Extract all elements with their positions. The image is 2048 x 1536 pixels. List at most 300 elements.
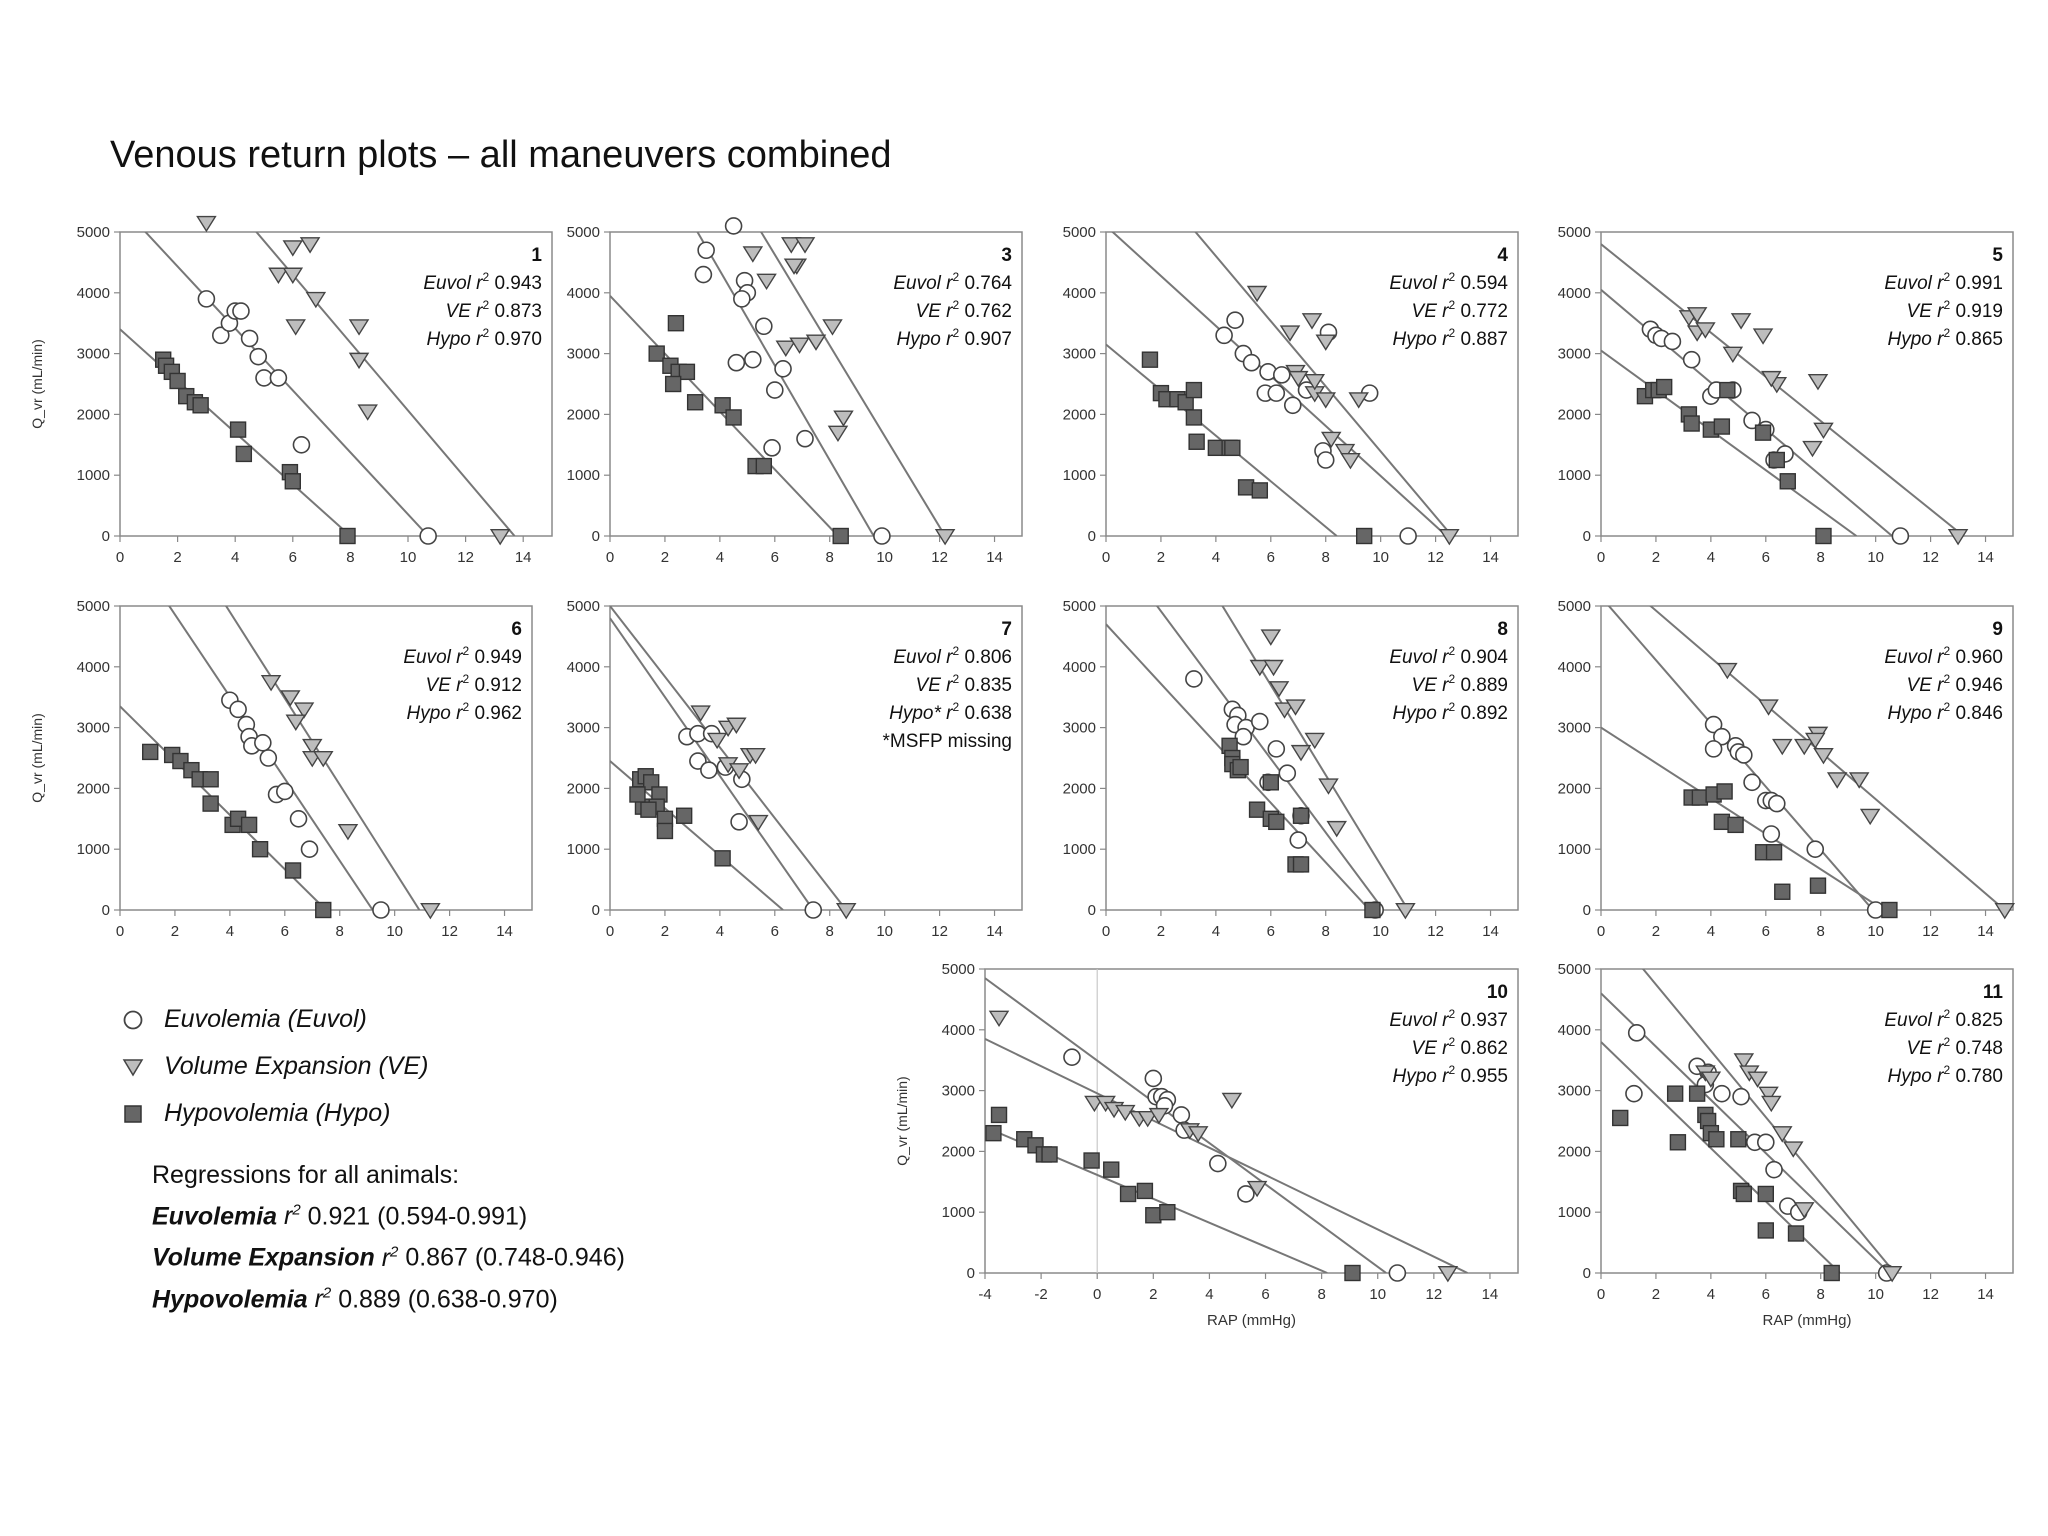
r2-annotation: Hypo* $r^2$ 0.638 bbox=[889, 700, 1012, 724]
data-point-euvol bbox=[1238, 1186, 1254, 1202]
panel-number: 11 bbox=[1982, 982, 2003, 1003]
data-point-euvol bbox=[728, 355, 744, 371]
x-tick-label: 2 bbox=[1651, 549, 1661, 566]
x-tick-label: 6 bbox=[1266, 923, 1275, 940]
data-point-euvol bbox=[1268, 741, 1284, 757]
data-point-hypo bbox=[688, 395, 703, 410]
chart-panel-8 bbox=[1063, 582, 1518, 940]
r2-annotation: VE $r^2$ 0.862 bbox=[1411, 1035, 1508, 1059]
data-point-ve bbox=[1718, 664, 1736, 678]
data-point-euvol bbox=[695, 267, 711, 283]
x-tick-label: 6 bbox=[1261, 1286, 1270, 1303]
summary-row-value: 0.921 (0.594-0.991) bbox=[307, 1202, 528, 1231]
x-tick-label: 6 bbox=[1266, 549, 1275, 566]
data-point-euvol bbox=[1227, 312, 1243, 328]
data-point-ve bbox=[1773, 740, 1791, 754]
r2-annotation: Hypo $r^2$ 0.907 bbox=[896, 326, 1012, 350]
data-point-ve bbox=[197, 217, 215, 231]
chart-panel-11 bbox=[1558, 945, 2013, 1329]
x-tick-label: 10 bbox=[1867, 1286, 1885, 1303]
panel-number: 7 bbox=[1001, 619, 1012, 640]
y-tick-label: 1000 bbox=[941, 1204, 975, 1222]
x-tick-label: 8 bbox=[346, 549, 355, 566]
x-tick-label: 2 bbox=[1651, 1286, 1661, 1303]
y-tick-label: 5000 bbox=[76, 224, 110, 241]
data-point-euvol bbox=[1389, 1265, 1405, 1281]
x-tick-label: 14 bbox=[1482, 923, 1499, 940]
y-axis-label: Q_vr (mL/min) bbox=[29, 713, 45, 803]
circle-marker-icon bbox=[118, 1005, 148, 1035]
x-tick-label: 6 bbox=[770, 923, 779, 940]
data-point-ve bbox=[1440, 530, 1458, 544]
y-tick-label: 0 bbox=[1087, 528, 1096, 545]
y-tick-label: 2000 bbox=[1557, 780, 1591, 798]
data-point-euvol bbox=[1807, 841, 1823, 857]
summary-row-name: Hypovolemia bbox=[152, 1284, 308, 1313]
data-point-ve bbox=[1749, 1072, 1767, 1086]
x-tick-label: 10 bbox=[876, 549, 894, 566]
data-point-euvol bbox=[1210, 1156, 1226, 1172]
x-tick-label: 8 bbox=[1321, 549, 1330, 566]
data-point-ve bbox=[1754, 329, 1772, 343]
chart-panel-10 bbox=[894, 961, 1518, 1329]
y-tick-label: 1000 bbox=[566, 467, 600, 485]
y-tick-label: 2000 bbox=[76, 406, 110, 424]
data-point-euvol bbox=[1186, 671, 1202, 687]
y-tick-label: 5000 bbox=[1557, 961, 1591, 978]
data-point-hypo bbox=[1709, 1132, 1724, 1147]
x-tick-label: 8 bbox=[1317, 1286, 1326, 1303]
x-tick-label: 14 bbox=[1977, 549, 1994, 566]
x-tick-label: 2 bbox=[1149, 1286, 1158, 1303]
y-tick-label: 4000 bbox=[1557, 1021, 1591, 1039]
data-point-euvol bbox=[1318, 452, 1334, 468]
y-tick-label: 3000 bbox=[76, 345, 110, 363]
data-point-hypo bbox=[1250, 802, 1265, 817]
data-point-ve bbox=[1784, 1142, 1802, 1156]
r2-annotation: Hypo $r^2$ 0.970 bbox=[426, 326, 542, 350]
data-point-ve bbox=[990, 1011, 1008, 1025]
y-tick-label: 2000 bbox=[76, 780, 110, 798]
y-tick-label: 0 bbox=[1087, 902, 1096, 919]
data-point-ve bbox=[796, 238, 814, 252]
summary-row-value: 0.889 (0.638-0.970) bbox=[338, 1284, 558, 1313]
y-tick-label: 4000 bbox=[1557, 658, 1591, 676]
r2-annotation: Hypo $r^2$ 0.955 bbox=[1392, 1063, 1508, 1087]
data-point-euvol bbox=[270, 370, 286, 386]
data-point-ve bbox=[823, 320, 841, 334]
data-point-hypo bbox=[242, 817, 257, 832]
panel-number: 8 bbox=[1497, 619, 1508, 640]
y-tick-label: 0 bbox=[591, 902, 600, 919]
data-point-hypo bbox=[253, 842, 268, 857]
r2-annotation: Euvol $r^2$ 0.960 bbox=[1884, 644, 2003, 668]
y-tick-label: 1000 bbox=[1557, 467, 1591, 485]
y-tick-label: 3000 bbox=[566, 719, 600, 737]
data-point-ve bbox=[307, 293, 325, 307]
x-tick-label: 12 bbox=[1427, 923, 1444, 940]
data-point-euvol bbox=[1252, 714, 1268, 730]
data-point-hypo bbox=[649, 346, 664, 361]
data-point-hypo bbox=[1720, 383, 1735, 398]
data-point-euvol bbox=[1763, 826, 1779, 842]
r2-annotation: Euvol $r^2$ 0.806 bbox=[893, 644, 1012, 668]
data-point-ve bbox=[834, 411, 852, 425]
data-point-hypo bbox=[1269, 814, 1284, 829]
data-point-euvol bbox=[1758, 1134, 1774, 1150]
x-tick-label: 8 bbox=[1816, 1286, 1825, 1303]
data-point-hypo bbox=[1042, 1147, 1057, 1162]
x-tick-label: 10 bbox=[399, 549, 417, 566]
data-point-euvol bbox=[373, 902, 389, 918]
data-point-hypo bbox=[1233, 760, 1248, 775]
data-point-hypo bbox=[1084, 1153, 1099, 1168]
data-point-euvol bbox=[277, 783, 293, 799]
y-tick-label: 3000 bbox=[76, 719, 110, 737]
y-tick-label: 5000 bbox=[941, 961, 975, 978]
y-tick-label: 5000 bbox=[1557, 598, 1591, 615]
data-point-hypo bbox=[1239, 480, 1254, 495]
panel-number: 5 bbox=[1992, 245, 2003, 266]
data-point-euvol bbox=[1290, 832, 1306, 848]
x-tick-label: 12 bbox=[1922, 923, 1939, 940]
data-point-ve bbox=[1861, 809, 1879, 823]
y-tick-label: 3000 bbox=[1557, 1082, 1591, 1100]
legend-label-euvol: Euvolemia (Euvol) bbox=[164, 1005, 367, 1033]
data-point-hypo bbox=[170, 373, 185, 388]
x-tick-label: 10 bbox=[876, 923, 894, 940]
y-tick-label: 5000 bbox=[566, 224, 600, 241]
y-tick-label: 3000 bbox=[1557, 345, 1591, 363]
data-point-euvol bbox=[1714, 1086, 1730, 1102]
x-tick-label: 6 bbox=[1761, 923, 1770, 940]
data-point-hypo bbox=[1294, 808, 1309, 823]
data-point-euvol bbox=[734, 291, 750, 307]
y-tick-label: 1000 bbox=[76, 841, 110, 859]
x-tick-label: 14 bbox=[1977, 923, 1994, 940]
x-tick-label: 8 bbox=[1816, 549, 1825, 566]
y-tick-label: 1000 bbox=[566, 841, 600, 859]
r2-annotation: VE $r^2$ 0.946 bbox=[1906, 672, 2003, 696]
data-point-hypo bbox=[1186, 410, 1201, 425]
r2-annotation: Euvol $r^2$ 0.991 bbox=[1884, 270, 2003, 294]
x-tick-label: 0 bbox=[1101, 549, 1111, 566]
chart-panel-1 bbox=[29, 211, 552, 566]
data-point-euvol bbox=[1216, 327, 1232, 343]
x-tick-label: 0 bbox=[1093, 1286, 1102, 1303]
data-point-hypo bbox=[1756, 425, 1771, 440]
summary-row-volume-expansion bbox=[152, 1234, 625, 1275]
data-point-euvol bbox=[420, 528, 436, 544]
data-point-euvol bbox=[1173, 1107, 1189, 1123]
x-tick-label: 4 bbox=[1706, 549, 1716, 566]
x-tick-label: -2 bbox=[1034, 1286, 1048, 1303]
square-marker-icon bbox=[118, 1099, 148, 1129]
data-point-euvol bbox=[233, 303, 249, 319]
y-tick-label: 0 bbox=[101, 528, 110, 545]
x-tick-label: 8 bbox=[825, 923, 834, 940]
r-symbol: r bbox=[381, 1243, 391, 1272]
y-tick-label: 4000 bbox=[76, 658, 110, 676]
data-point-hypo bbox=[231, 422, 246, 437]
x-tick-label: 2 bbox=[1156, 923, 1166, 940]
x-tick-label: 0 bbox=[1596, 1286, 1606, 1303]
x-tick-label: 0 bbox=[605, 549, 615, 566]
x-tick-label: 14 bbox=[514, 549, 532, 566]
x-tick-label: 4 bbox=[715, 549, 725, 566]
data-point-hypo bbox=[1345, 1266, 1360, 1281]
summary-row-value: 0.867 (0.748-0.946) bbox=[405, 1243, 625, 1272]
data-point-hypo bbox=[1816, 529, 1831, 544]
data-point-ve bbox=[287, 320, 305, 334]
x-tick-label: 6 bbox=[288, 549, 297, 566]
data-point-hypo bbox=[1670, 1135, 1685, 1150]
data-point-ve bbox=[1828, 773, 1846, 787]
y-tick-label: 0 bbox=[1582, 528, 1591, 545]
data-point-ve bbox=[1223, 1093, 1241, 1107]
data-point-hypo bbox=[1714, 419, 1729, 434]
r2-annotation: VE $r^2$ 0.772 bbox=[1411, 298, 1508, 322]
data-point-ve bbox=[1762, 1096, 1780, 1110]
x-tick-label: 2 bbox=[660, 549, 670, 566]
data-point-ve bbox=[1317, 393, 1335, 407]
y-tick-label: 2000 bbox=[1557, 406, 1591, 424]
y-tick-label: 4000 bbox=[1557, 284, 1591, 302]
data-point-euvol bbox=[1706, 741, 1722, 757]
data-point-euvol bbox=[775, 361, 791, 377]
data-point-euvol bbox=[1064, 1049, 1080, 1065]
data-point-euvol bbox=[767, 382, 783, 398]
y-tick-label: 4000 bbox=[76, 284, 110, 302]
data-point-euvol bbox=[1285, 397, 1301, 413]
y-tick-label: 1000 bbox=[1062, 467, 1096, 485]
x-axis-label: RAP (mmHg) bbox=[1207, 1312, 1296, 1329]
y-tick-label: 0 bbox=[1582, 1265, 1591, 1282]
data-point-euvol bbox=[291, 811, 307, 827]
data-point-ve bbox=[1732, 314, 1750, 328]
x-tick-label: 12 bbox=[1922, 1286, 1939, 1303]
data-point-hypo bbox=[1736, 1186, 1751, 1201]
x-tick-label: 2 bbox=[170, 923, 180, 940]
r-superscript: 2 bbox=[390, 1243, 399, 1261]
data-point-hypo bbox=[143, 744, 158, 759]
y-axis-label: Q_vr (mL/min) bbox=[29, 339, 45, 429]
x-tick-label: -4 bbox=[978, 1286, 992, 1303]
data-point-ve bbox=[829, 426, 847, 440]
data-point-hypo bbox=[1810, 878, 1825, 893]
r2-annotation: Hypo $r^2$ 0.846 bbox=[1887, 700, 2003, 724]
x-tick-label: 0 bbox=[115, 549, 125, 566]
x-tick-label: 4 bbox=[1205, 1286, 1214, 1303]
panel-number: 3 bbox=[1001, 245, 1012, 266]
data-point-hypo bbox=[1104, 1162, 1119, 1177]
data-point-hypo bbox=[1121, 1186, 1136, 1201]
data-point-hypo bbox=[1365, 903, 1380, 918]
data-point-hypo bbox=[668, 316, 683, 331]
data-point-hypo bbox=[1714, 814, 1729, 829]
r2-annotation: VE $r^2$ 0.919 bbox=[1906, 298, 2003, 322]
y-tick-label: 5000 bbox=[566, 598, 600, 615]
data-point-ve bbox=[301, 238, 319, 252]
y-tick-label: 1000 bbox=[1557, 1204, 1591, 1222]
data-point-hypo bbox=[1142, 352, 1157, 367]
data-point-hypo bbox=[1690, 1086, 1705, 1101]
x-tick-label: 6 bbox=[1761, 1286, 1770, 1303]
x-tick-label: 0 bbox=[605, 923, 615, 940]
data-point-hypo bbox=[1137, 1183, 1152, 1198]
data-point-euvol bbox=[1400, 528, 1416, 544]
data-point-ve bbox=[807, 335, 825, 349]
data-point-euvol bbox=[726, 218, 742, 234]
data-point-euvol bbox=[1244, 355, 1260, 371]
x-tick-label: 0 bbox=[115, 923, 125, 940]
r2-annotation: VE $r^2$ 0.873 bbox=[445, 298, 542, 322]
y-tick-label: 2000 bbox=[941, 1143, 975, 1161]
data-point-hypo bbox=[1775, 884, 1790, 899]
r2-annotation: VE $r^2$ 0.889 bbox=[1411, 672, 1508, 696]
data-point-euvol bbox=[198, 291, 214, 307]
r2-annotation: Hypo $r^2$ 0.892 bbox=[1392, 700, 1508, 724]
slide-title: Venous return plots – all maneuvers combined bbox=[110, 134, 892, 176]
data-point-ve bbox=[1803, 442, 1821, 456]
y-tick-label: 5000 bbox=[76, 598, 110, 615]
data-point-euvol bbox=[874, 528, 890, 544]
data-point-ve bbox=[1292, 746, 1310, 760]
data-point-hypo bbox=[316, 903, 331, 918]
y-tick-label: 3000 bbox=[1062, 719, 1096, 737]
x-tick-label: 2 bbox=[1651, 923, 1661, 940]
r2-annotation: Euvol $r^2$ 0.904 bbox=[1389, 644, 1508, 668]
legend-item-ve bbox=[118, 1043, 428, 1090]
r2-annotation: Euvol $r^2$ 0.943 bbox=[423, 270, 542, 294]
data-point-euvol bbox=[1736, 747, 1752, 763]
data-point-euvol bbox=[1629, 1025, 1645, 1041]
data-point-euvol bbox=[255, 735, 271, 751]
r-superscript: 2 bbox=[322, 1284, 332, 1302]
data-point-hypo bbox=[1684, 416, 1699, 431]
r2-annotation: Hypo $r^2$ 0.865 bbox=[1887, 326, 2003, 350]
x-tick-label: 10 bbox=[1369, 1286, 1387, 1303]
panel-number: 6 bbox=[511, 619, 522, 640]
data-point-ve bbox=[1303, 314, 1321, 328]
data-point-ve bbox=[1996, 904, 2014, 918]
data-point-ve bbox=[777, 341, 795, 355]
data-point-hypo bbox=[833, 529, 848, 544]
r2-annotation: Hypo $r^2$ 0.780 bbox=[1887, 1063, 2003, 1087]
x-tick-label: 4 bbox=[1211, 923, 1221, 940]
data-point-ve bbox=[744, 247, 762, 261]
x-tick-label: 4 bbox=[715, 923, 725, 940]
x-tick-label: 8 bbox=[1816, 923, 1825, 940]
data-point-hypo bbox=[657, 823, 672, 838]
r2-annotation: Euvol $r^2$ 0.949 bbox=[403, 644, 522, 668]
chart-panel-7 bbox=[567, 598, 1022, 940]
regression-summary bbox=[152, 1158, 625, 1317]
y-tick-label: 4000 bbox=[941, 1021, 975, 1039]
r2-annotation: Hypo $r^2$ 0.887 bbox=[1392, 326, 1508, 350]
data-point-hypo bbox=[1780, 474, 1795, 489]
x-tick-label: 2 bbox=[1156, 549, 1166, 566]
x-tick-label: 4 bbox=[231, 549, 240, 566]
data-point-ve bbox=[1265, 661, 1283, 675]
x-tick-label: 6 bbox=[1761, 549, 1770, 566]
data-point-hypo bbox=[1263, 775, 1278, 790]
data-point-euvol bbox=[1268, 385, 1284, 401]
data-point-ve bbox=[1262, 630, 1280, 644]
r-symbol: r bbox=[314, 1284, 323, 1313]
data-point-euvol bbox=[1145, 1070, 1161, 1086]
y-tick-label: 1000 bbox=[1062, 841, 1096, 859]
data-point-ve bbox=[1773, 1127, 1791, 1141]
panel-number: 4 bbox=[1497, 245, 1508, 266]
x-tick-label: 8 bbox=[1321, 923, 1330, 940]
x-tick-label: 14 bbox=[986, 549, 1003, 566]
r2-annotation: Euvol $r^2$ 0.825 bbox=[1884, 1007, 2003, 1031]
data-point-ve bbox=[1949, 530, 1967, 544]
data-point-ve bbox=[837, 904, 855, 918]
data-point-ve bbox=[339, 825, 357, 839]
data-point-euvol bbox=[1626, 1086, 1642, 1102]
y-tick-label: 4000 bbox=[1062, 284, 1096, 302]
data-point-hypo bbox=[1186, 383, 1201, 398]
x-tick-label: 14 bbox=[1977, 1286, 1994, 1303]
r-symbol: r bbox=[284, 1202, 293, 1231]
data-point-hypo bbox=[1728, 817, 1743, 832]
data-point-euvol bbox=[250, 349, 266, 365]
x-tick-label: 0 bbox=[1596, 923, 1606, 940]
x-tick-label: 12 bbox=[1922, 549, 1939, 566]
y-tick-label: 0 bbox=[101, 902, 110, 919]
data-point-hypo bbox=[1657, 380, 1672, 395]
r2-annotation: VE $r^2$ 0.762 bbox=[915, 298, 1012, 322]
data-point-hypo bbox=[1189, 434, 1204, 449]
x-tick-label: 2 bbox=[660, 923, 670, 940]
data-point-hypo bbox=[630, 787, 645, 802]
y-tick-label: 4000 bbox=[566, 284, 600, 302]
data-point-euvol bbox=[1769, 796, 1785, 812]
data-point-ve bbox=[1396, 904, 1414, 918]
data-point-hypo bbox=[1882, 903, 1897, 918]
y-axis-label: Q_vr (mL/min) bbox=[894, 1076, 910, 1166]
data-point-euvol bbox=[302, 841, 318, 857]
data-point-ve bbox=[936, 530, 954, 544]
x-axis-label: RAP (mmHg) bbox=[1762, 1312, 1852, 1329]
data-point-hypo bbox=[1789, 1226, 1804, 1241]
data-point-euvol bbox=[1744, 774, 1760, 790]
r-superscript: 2 bbox=[292, 1202, 301, 1219]
data-point-euvol bbox=[1274, 367, 1290, 383]
data-point-hypo bbox=[986, 1126, 1001, 1141]
r2-annotation: Euvol $r^2$ 0.937 bbox=[1389, 1007, 1508, 1031]
x-tick-label: 12 bbox=[1427, 549, 1444, 566]
summary-row-name: Euvolemia bbox=[152, 1202, 278, 1231]
x-tick-label: 12 bbox=[457, 549, 474, 566]
data-point-hypo bbox=[236, 446, 251, 461]
x-tick-label: 10 bbox=[1372, 549, 1390, 566]
summary-heading: Regressions for all animals: bbox=[152, 1161, 460, 1189]
data-point-ve bbox=[1341, 454, 1359, 468]
data-point-euvol bbox=[701, 762, 717, 778]
y-tick-label: 3000 bbox=[941, 1082, 975, 1100]
data-point-euvol bbox=[756, 318, 772, 334]
data-point-ve bbox=[1439, 1267, 1457, 1281]
data-point-ve bbox=[1795, 740, 1813, 754]
data-point-euvol bbox=[293, 437, 309, 453]
data-point-hypo bbox=[679, 364, 694, 379]
y-tick-label: 2000 bbox=[1062, 780, 1096, 798]
data-point-hypo bbox=[1717, 784, 1732, 799]
x-tick-label: 14 bbox=[1481, 1286, 1499, 1303]
